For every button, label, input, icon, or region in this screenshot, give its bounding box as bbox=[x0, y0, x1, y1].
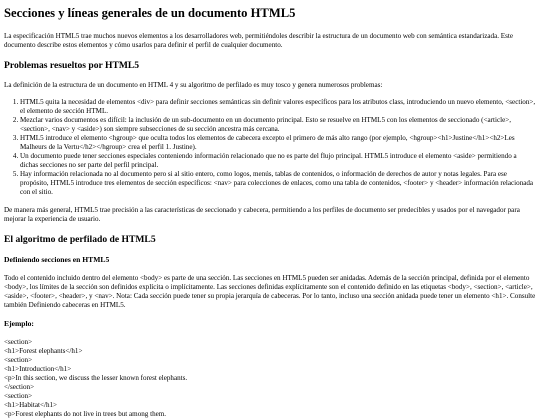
algorithm-heading: El algoritmo de perfilado de HTML5 bbox=[4, 234, 156, 245]
code-line: <h1>Introduction</h1> bbox=[4, 365, 72, 373]
problems-list-item: 5. Hay información relacionada no al documento pero si al sitio entero, como logos, menús, tablas de contenidos, o información de derechos de autor y notas legales. Para ese propósito, HTML5 introduce tres elementos de sección específicos: <nav> para colecciones de enlaces, como una tabla de contenidos, <footer> y <header> información relacionada con el sitio. bbox=[20, 170, 536, 197]
code-example bbox=[4, 338, 536, 419]
problems-intro-paragraph: La definición de la estructura de un documento en HTML 4 y su algoritmo de perfilado es muy tosco y genera numerosos problemas: bbox=[4, 81, 383, 89]
problems-list-item: 3. HTML5 introduce el elemento <hgroup> que oculta todos los elementos de cabecera excepto el primero de más alto rango (por ejemplo, <hgroup><h1>Justine</h1><h2>Les Malheurs de la Vertu</h2></hgroup> crea el perfil 1. Justine). bbox=[20, 134, 536, 152]
problems-list bbox=[4, 98, 536, 197]
intro-paragraph: La especificación HTML5 trae muchos nuevos elementos a los desarrolladores web, permitiéndoles describir la estructura de un documento web con semántica estandarizada. Este documento describe estos elementos y cómo usarlos para definir el perfil de cualquier documento. bbox=[4, 32, 513, 49]
problems-heading: Problemas resueltos por HTML5 bbox=[4, 60, 140, 71]
code-line: <section> bbox=[4, 338, 33, 346]
page-title: Secciones y líneas generales de un documento HTML5 bbox=[4, 6, 296, 20]
code-line: <p>Forest elephants do not live in trees but among them. bbox=[4, 410, 167, 418]
code-line: <h1>Habitat</h1> bbox=[4, 401, 58, 409]
code-line: <p>In this section, we discuss the lesser known forest elephants. bbox=[4, 374, 188, 382]
problems-list-item: 2. Mezclar varios documentos es difícil: la inclusión de un sub-documento en un documento principal. Esto se resuelve en HTML5 con los elementos de seccionado (<article>, <section>, <nav> y <aside>) son siempre subsecciones de su sección ancestra más cercana. bbox=[20, 116, 536, 134]
defining-sections-paragraph: Todo el contenido incluido dentro del elemento <body> es parte de una sección. Las secciones en HTML5 pueden ser anidadas. Además de la sección principal, definida por el elemento <body>, los límites de la sección son definidos explícita o implícitamente. Las secciones definidas explícitamente son el contenido definido en las etiquetas <body>, <section>, <article>, <aside>, <footer>, <header>, y <nav>. Nota: Cada sección puede tener su propia jerarquía de cabeceras. Por lo tanto, incluso una sección anidada puede tener un elemento <h1>. Consulte también Definiendo cabeceras en HTML5. bbox=[4, 274, 536, 309]
defining-sections-heading: Definiendo secciones en HTML5 bbox=[4, 255, 110, 264]
problems-conclusion-paragraph: De manera más general, HTML5 trae precisión a las características de seccionado y cabecera, permitiendo a los perfiles de documento ser predecibles y usados por el navegador para mejorar la experiencia de usuario. bbox=[4, 206, 520, 223]
code-line: </section> bbox=[4, 383, 35, 391]
code-line: <h1>Forest elephants</h1> bbox=[4, 347, 83, 355]
problems-list-item: 4. Un documento puede tener secciones especiales conteniendo información relacionado que no es parte del flujo principal. HTML5 introduce el elemento <aside> permitiendo a dichas secciones no ser parte del perfil principal. bbox=[20, 152, 536, 170]
code-line: <section> bbox=[4, 392, 33, 400]
problems-list-item: 1. HTML5 quita la necesidad de elementos <div> para definir secciones semánticas sin definir valores específicos para los atributos class, introduciendo un nuevo elemento, <section>, el elemento de sección HTML. bbox=[20, 98, 536, 116]
example-label: Ejemplo: bbox=[4, 319, 34, 328]
code-line: <section> bbox=[4, 356, 33, 364]
